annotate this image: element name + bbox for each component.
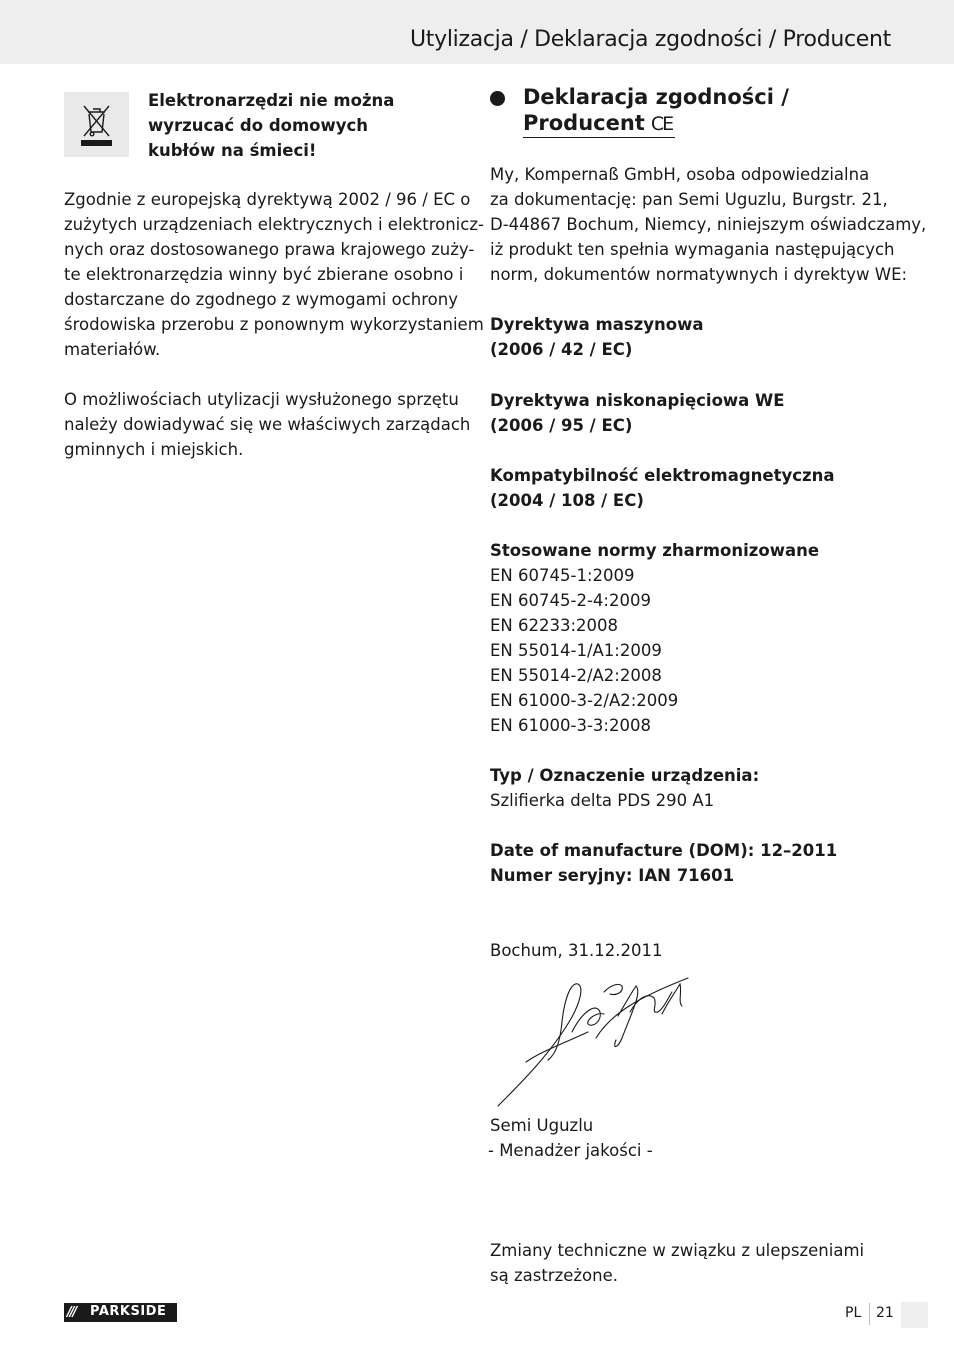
footer-divider bbox=[869, 1303, 870, 1325]
signer-name: Semi Uguzlu bbox=[490, 1116, 594, 1135]
weee-bin-icon bbox=[64, 92, 129, 157]
standard-item: EN 55014-1/A1:2009 bbox=[490, 641, 662, 660]
page-title: Utylizacja / Deklaracja zgodności / Producent bbox=[409, 27, 891, 52]
signer-role: - Menadżer jakości - bbox=[488, 1141, 653, 1160]
bullet-icon bbox=[490, 91, 505, 106]
text-line: nych oraz dostosowanego prawa krajowego zuży- bbox=[64, 240, 475, 259]
directive-number: (2004 / 108 / EC) bbox=[490, 491, 644, 510]
place-date-text: Bochum, 31.12.2011 bbox=[490, 941, 663, 960]
heading-underline bbox=[523, 137, 675, 138]
logo-brand-text: PARKSIDE bbox=[90, 1304, 167, 1319]
text-line: gminnych i miejskich. bbox=[64, 440, 244, 459]
heading-text: Producent bbox=[523, 111, 645, 135]
heading-line-1: Deklaracja zgodności / bbox=[523, 85, 789, 109]
disposal-info-paragraph bbox=[64, 387, 474, 462]
warning-line: wyrzucać do domowych bbox=[148, 116, 369, 135]
directive-name: Kompatybilność elektromagnetyczna bbox=[490, 466, 835, 485]
technical-changes-note bbox=[490, 1238, 910, 1288]
heading-line-2 bbox=[523, 110, 789, 137]
ce-mark-icon: CE bbox=[650, 113, 673, 135]
device-type bbox=[490, 763, 910, 813]
machinery-directive bbox=[490, 312, 910, 362]
text-line: dostarczane do zgodnego z wymogami ochrony bbox=[64, 290, 458, 309]
text-line: iż produkt ten spełnia wymagania następujących bbox=[490, 240, 895, 259]
type-value: Szlifierka delta PDS 290 A1 bbox=[490, 791, 715, 810]
date-of-manufacture: Date of manufacture (DOM): 12–2011 bbox=[490, 841, 838, 860]
warning-line: Elektronarzędzi nie można bbox=[148, 91, 395, 110]
text-line: są zastrzeżone. bbox=[490, 1266, 618, 1285]
handwritten-signature bbox=[492, 972, 692, 1112]
page-number: 21 bbox=[876, 1305, 894, 1321]
low-voltage-directive bbox=[490, 388, 910, 438]
standard-item: EN 55014-2/A2:2008 bbox=[490, 666, 662, 685]
declaration-intro bbox=[490, 162, 927, 287]
text-line: te elektronarzędzia winny być zbierane osobno i bbox=[64, 265, 464, 284]
standard-item: EN 60745-2-4:2009 bbox=[490, 591, 651, 610]
text-line: D-44867 Bochum, Niemcy, niniejszym oświadczamy, bbox=[490, 215, 927, 234]
directive-name: Dyrektywa maszynowa bbox=[490, 315, 704, 334]
disposal-warning bbox=[148, 88, 448, 163]
logo-stripes-icon: /// bbox=[67, 1305, 76, 1320]
text-line: Zgodnie z europejską dyrektywą 2002 / 96 / EC o bbox=[64, 190, 471, 209]
language-code: PL bbox=[845, 1305, 862, 1321]
weee-directive-paragraph bbox=[64, 187, 484, 362]
emc-directive bbox=[490, 463, 910, 513]
directive-number: (2006 / 42 / EC) bbox=[490, 340, 633, 359]
harmonized-standards bbox=[490, 538, 910, 738]
text-line: materiałów. bbox=[64, 340, 161, 359]
signer-block bbox=[490, 1113, 910, 1163]
text-line: My, Kompernaß GmbH, osoba odpowiedzialna bbox=[490, 165, 870, 184]
type-label: Typ / Oznaczenie urządzenia: bbox=[490, 766, 760, 785]
standards-title: Stosowane normy zharmonizowane bbox=[490, 541, 820, 560]
text-line: należy dowiadywać się we właściwych zarządach bbox=[64, 415, 471, 434]
place-date bbox=[490, 938, 910, 963]
text-line: Zmiany techniczne w związku z ulepszeniami bbox=[490, 1241, 865, 1260]
text-line: norm, dokumentów normatywnych i dyrektyw WE: bbox=[490, 265, 908, 284]
standard-item: EN 61000-3-3:2008 bbox=[490, 716, 651, 735]
standard-item: EN 60745-1:2009 bbox=[490, 566, 635, 585]
footer-tab bbox=[901, 1302, 928, 1328]
text-line: środowiska przerobu z ponownym wykorzystaniem bbox=[64, 315, 484, 334]
parkside-logo bbox=[64, 1303, 177, 1322]
warning-line: kubłów na śmieci! bbox=[148, 141, 317, 160]
standard-item: EN 62233:2008 bbox=[490, 616, 619, 635]
section-heading bbox=[523, 84, 789, 137]
directive-name: Dyrektywa niskonapięciowa WE bbox=[490, 391, 785, 410]
text-line: za dokumentację: pan Semi Uguzlu, Burgstr. 21, bbox=[490, 190, 888, 209]
directive-number: (2006 / 95 / EC) bbox=[490, 416, 633, 435]
crossed-out-bin-icon bbox=[64, 92, 129, 157]
serial-number: Numer seryjny: IAN 71601 bbox=[490, 866, 735, 885]
text-line: O możliwościach utylizacji wysłużonego sprzętu bbox=[64, 390, 459, 409]
text-line: zużytych urządzeniach elektrycznych i elektronicz- bbox=[64, 215, 484, 234]
standard-item: EN 61000-3-2/A2:2009 bbox=[490, 691, 679, 710]
manufacture-info bbox=[490, 838, 910, 888]
